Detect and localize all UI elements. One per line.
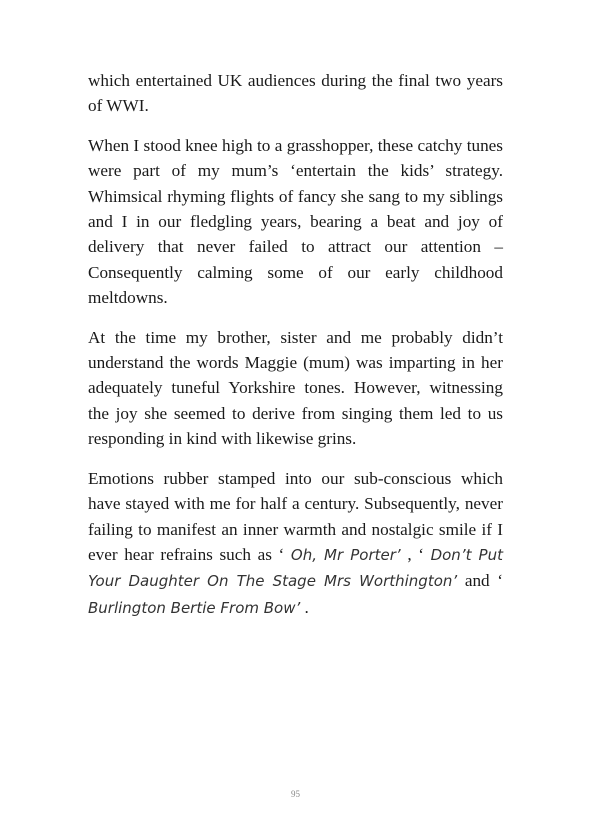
song-title-oh-mr-porter: Oh, Mr Porter’ — [290, 545, 401, 564]
song-title-dont-put-your-daughter: Don’t Put Your Daughter On The Stage Mrs Worthington’ — [88, 545, 503, 591]
body-text — [88, 68, 503, 635]
paragraph-end: . — [300, 597, 309, 617]
paragraph-1: which entertained UK audiences during the final two years of WWI. — [88, 71, 503, 116]
paragraph-3: At the time my brother, sister and me probably didn’t understand the words Maggie (mum) was imparting in her adequately tuneful Yorkshire tones. However, witnessing the joy she seemed to derive from singing them led to us responding in kind with likewise grins. — [88, 327, 503, 449]
separator: , ‘ — [400, 544, 431, 564]
paragraph-4 — [88, 466, 503, 621]
paragraph-2: When I stood knee high to a grasshopper, these catchy tunes were part of my mum’s ‘entertain the kids’ strategy. Whimsical rhyming flights of fancy she sang to my siblings and I in our fledgling years, bearing a beat and joy of delivery that never failed to attract our attention – Consequently calming some of our early childhood meltdowns. — [88, 135, 503, 308]
paragraph-4-intro: Emotions rubber stamped into our sub-conscious which have stayed with me for half a century. Subsequently, never failing to manifest an inner warmth and nostalgic smile if I ever hear refrains such as — [88, 468, 503, 564]
song-title-burlington-bertie: Burlington Bertie From Bow’ — [88, 598, 301, 617]
quote-mark: ‘ — [278, 544, 291, 564]
page-number: 95 — [291, 789, 300, 799]
separator: and ‘ — [457, 571, 503, 591]
